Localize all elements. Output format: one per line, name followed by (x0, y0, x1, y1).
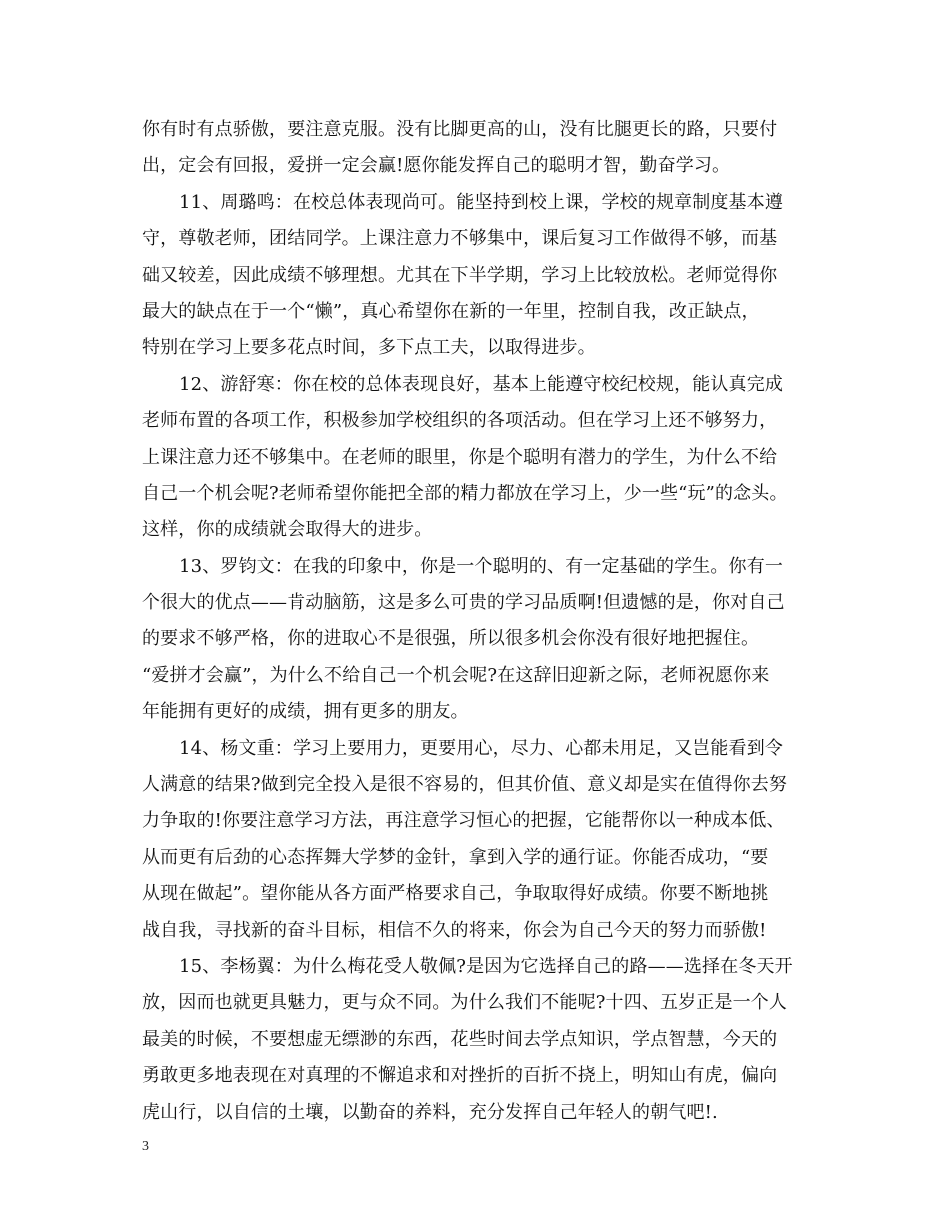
text-line: “爱拼才会赢”，为什么不给自己一个机会呢?在这辞旧迎新之际，老师祝愿你来 (142, 664, 770, 686)
text-line: 从现在做起”。望你能从各方面严格要求自己，争取取得好成绩。你要不断地挑 (142, 883, 769, 905)
text-line: 自己一个机会呢?老师希望你能把全部的精力都放在学习上，少一些“玩”的念头。 (142, 482, 788, 504)
text-line: 个很大的优点——肯动脑筋，这是多么可贵的学习品质啊!但遗憾的是，你对自己 (142, 592, 785, 614)
paragraph-start-11: 11、周璐鸣：在校总体表现尚可。能坚持到校上课，学校的规章制度基本遵 (179, 191, 784, 213)
paragraph-start-12: 12、游舒寒：你在校的总体表现良好，基本上能遵守校纪校规，能认真完成 (179, 373, 784, 395)
body-text (142, 112, 822, 1131)
text-line: 力争取的!你要注意学习方法，再注意学习恒心的把握，它能帮你以一种成本低、 (142, 810, 785, 832)
text-line: 年能拥有更好的成绩，拥有更多的朋友。 (142, 701, 469, 723)
text-line: 础又较差，因此成绩不够理想。尤其在下半学期，学习上比较放松。老师觉得你 (142, 264, 778, 286)
paragraph-start-15: 15、李杨翼：为什么梅花受人敬佩?是因为它选择自己的路——选择在冬天开 (179, 955, 793, 977)
paragraph-start-14: 14、杨文重：学习上要用力，更要用心，尽力、心都未用足，又岂能看到令 (179, 737, 784, 759)
text-line: 最美的时候，不要想虚无缥渺的东西，花些时间去学点知识，学点智慧，今天的 (142, 1028, 778, 1050)
text-line: 守，尊敬老师，团结同学。上课注意力不够集中，课后复习工作做得不够，而基 (142, 228, 778, 250)
text-line: 这样，你的成绩就会取得大的进步。 (142, 519, 433, 541)
text-line: 放，因而也就更具魅力，更与众不同。为什么我们不能呢?十四、五岁正是一个人 (142, 992, 788, 1014)
text-line: 战自我，寻找新的奋斗目标，相信不久的将来，你会为自己今天的努力而骄傲! (142, 919, 767, 941)
text-line: 出，定会有回报，爱拼一定会赢!愿你能发挥自己的聪明才智，勤奋学习。 (142, 155, 731, 177)
text-line: 你有时有点骄傲，要注意克服。没有比脚更高的山，没有比腿更长的路，只要付 (142, 119, 778, 140)
text-line: 的要求不够严格，你的进取心不是很强，所以很多机会你没有很好地把握住。 (142, 628, 760, 650)
text-line: 最大的缺点在于一个“懒”，真心希望你在新的一年里，控制自我，改正缺点， (142, 300, 760, 322)
paragraph-start-13: 13、罗钧文：在我的印象中，你是一个聪明的、有一定基础的学生。你有一 (179, 555, 784, 577)
text-line: 上课注意力还不够集中。在老师的眼里，你是个聪明有潜力的学生，为什么不给 (142, 446, 778, 468)
text-line: 勇敢更多地表现在对真理的不懈追求和对挫折的百折不挠上，明知山有虎，偏向 (142, 1065, 778, 1087)
text-line: 老师布置的各项工作，积极参加学校组织的各项活动。但在学习上还不够努力， (142, 410, 778, 432)
text-line: 人满意的结果?做到完全投入是很不容易的，但其价值、意义却是实在值得你去努 (142, 774, 788, 796)
text-line: 从而更有后劲的心态挥舞大学梦的金针，拿到入学的通行证。你能否成功，“要 (142, 846, 769, 868)
text-line: 特别在学习上要多花点时间，多下点工夫，以取得进步。 (142, 337, 596, 359)
text-line: 虎山行，以自信的土壤，以勤奋的养料，充分发挥自己年轻人的朝气吧!. (142, 1101, 718, 1123)
page-number: 3 (142, 1139, 149, 1154)
